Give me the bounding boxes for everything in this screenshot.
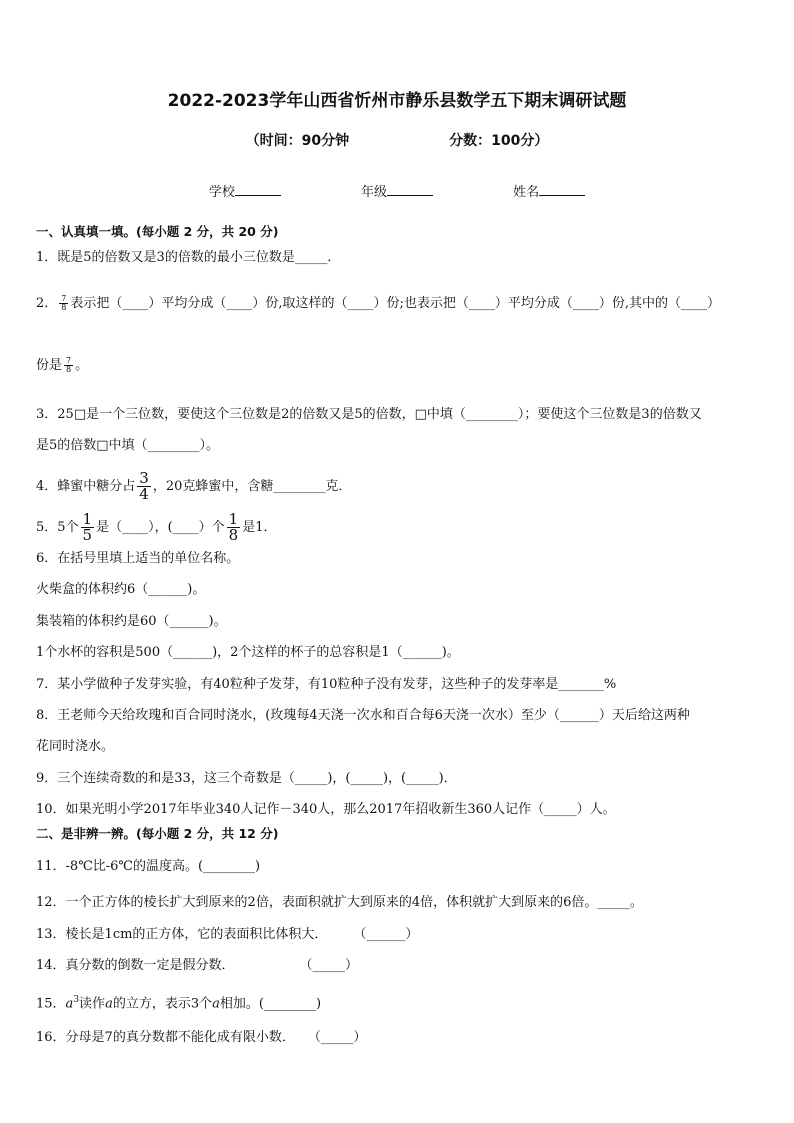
fraction: $\frac{7}{8}$	[61, 294, 67, 312]
question-2-continued: 份是 $\frac{7}{8}$ 。	[36, 356, 89, 374]
question-6b: 集装箱的体积约是60（______)。	[36, 614, 227, 629]
exam-time: （时间：90分钟	[245, 133, 350, 149]
question-8-line-1: 8．王老师今天给玫瑰和百合同时浇水，(玫瑰每4天浇一次水和百合每6天浇一次水）至少（______）天后给这两种	[36, 708, 690, 723]
section-2-title: 二、是非辨一辨。(每小题 2 分，共 12 分)	[36, 826, 279, 841]
exam-subtitle	[0, 130, 794, 150]
fraction: $\frac{3}{4}$	[139, 469, 149, 503]
question-6a: 火柴盒的体积约6（______)。	[36, 582, 206, 597]
question-12: 12．一个正方体的棱长扩大到原来的2倍，表面积就扩大到原来的4倍，体积就扩大到原来的6倍。_____。	[36, 895, 643, 910]
question-16: 16．分母是7的真分数都不能化成有限小数． （_____）	[36, 1030, 367, 1045]
question-7: 7．某小学做种子发芽实验，有40粒种子发芽，有10粒种子没有发芽，这些种子的发芽率是_______%	[36, 677, 617, 692]
question-3-line-2: 是5的倍数□中填（________）。	[36, 438, 220, 453]
question-3-line-1: 3．25□是一个三位数，要使这个三位数是2的倍数又是5的倍数，□中填（________）；要使这个三位数是3的倍数又	[36, 407, 702, 422]
question-14: 14．真分数的倒数一定是假分数． （_____）	[36, 958, 359, 973]
name-blank[interactable]	[539, 182, 585, 196]
fraction: $\frac{7}{8}$	[66, 356, 72, 374]
question-6c: 1个水杯的容积是500（______)，2个这样的杯子的总容积是1（______)。	[36, 645, 460, 660]
question-5: 5．5个 $\frac{1}{5}$ 是（____），(____）个 $\frac{1}{8}$ 是1．	[36, 510, 277, 544]
grade-field: 年级	[361, 181, 433, 200]
school-blank[interactable]	[235, 182, 281, 196]
question-15: 15．$a^3$读作a的立方，表示3个a相加。(________)	[36, 995, 322, 1012]
question-13: 13．棱长是1cm的正方体，它的表面积比体积大． （______）	[36, 927, 419, 942]
fraction: $\frac{1}{5}$	[82, 510, 93, 544]
question-4: 4．蜂蜜中糖分占 $\frac{3}{4}$ ，20克蜂蜜中，含糖________克．	[36, 469, 352, 503]
grade-blank[interactable]	[387, 182, 433, 196]
question-6: 6．在括号里填上适当的单位名称。	[36, 551, 240, 566]
question-10: 10．如果光明小学2017年毕业340人记作－340人，那么2017年招收新生360人记作（_____）人。	[36, 802, 616, 817]
question-2: 2． $\frac{7}{8}$ 表示把（____）平均分成（____）份,取这样的（____）份;也表示把（____）平均分成（____）份,其中的（____）	[36, 294, 721, 312]
fraction: $\frac{1}{8}$	[228, 510, 239, 544]
exam-score: 分数：100分）	[449, 133, 549, 149]
question-1: 1．既是5的倍数又是3的倍数的最小三位数是_____．	[36, 250, 341, 265]
school-field: 学校	[209, 181, 281, 200]
section-1-title: 一、认真填一填。(每小题 2 分，共 20 分)	[36, 224, 279, 239]
student-info	[0, 181, 794, 200]
question-11: 11．-8℃比-6℃的温度高。(________)	[36, 859, 261, 874]
name-field: 姓名	[513, 181, 585, 200]
question-9: 9．三个连续奇数的和是33，这三个奇数是（_____)，(_____)，(_____)．	[36, 771, 457, 786]
exam-title: 2022-2023学年山西省忻州市静乐县数学五下期末调研试题	[167, 91, 627, 111]
question-8-line-2: 花同时浇水。	[36, 739, 115, 754]
